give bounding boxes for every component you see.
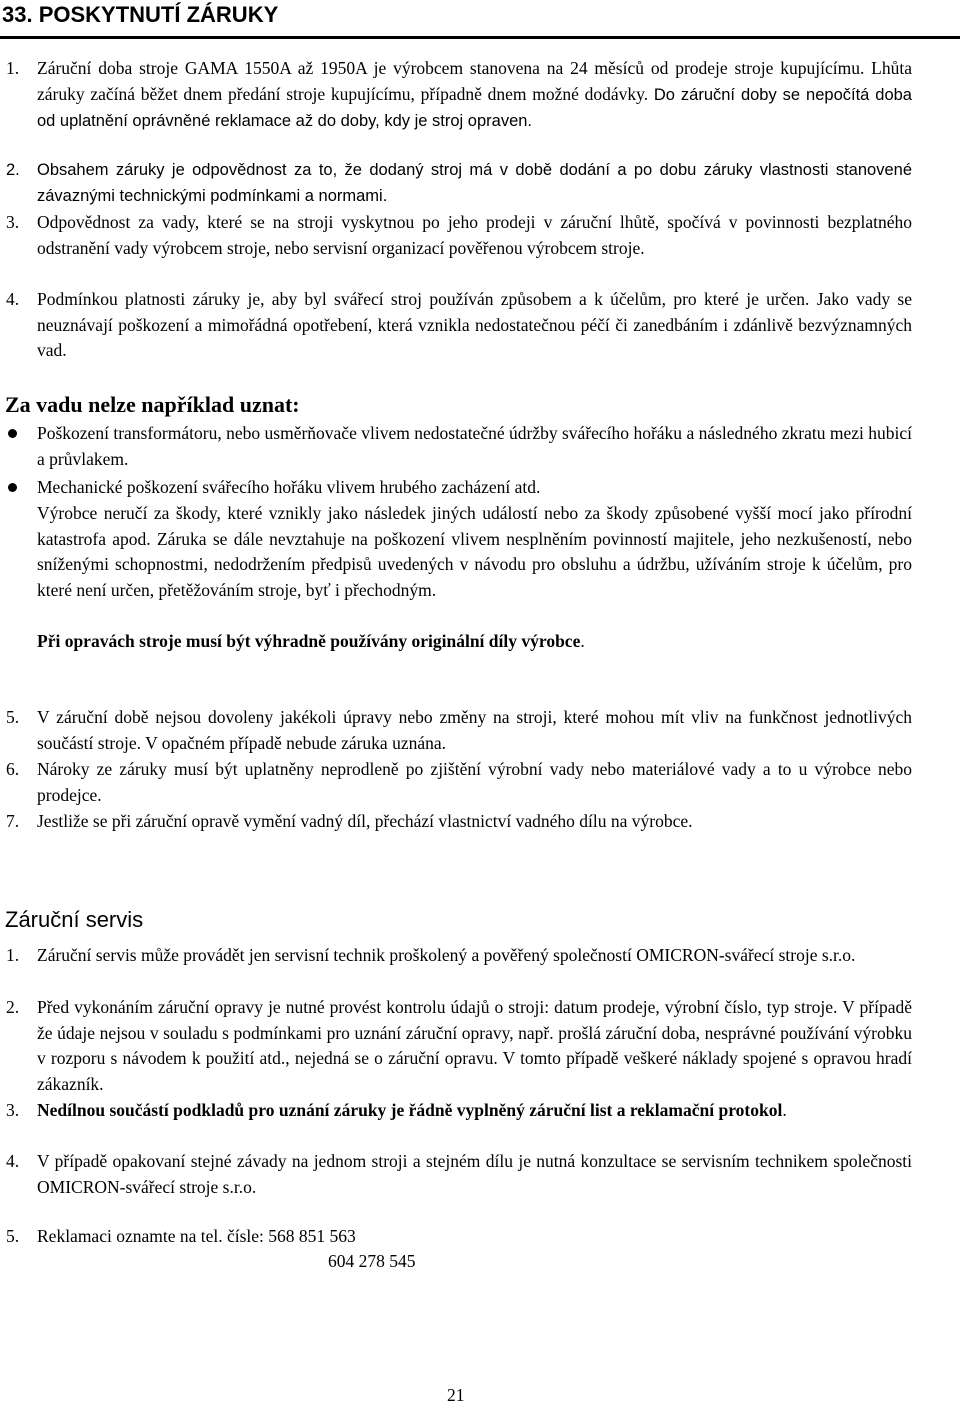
bullet-dot [8, 429, 17, 438]
item-text: Podmínkou platnosti záruky je, aby byl svářecí stroj používán způsobem a k účelům, pro které je určen. Jako vady se neuznávají poškození a mimořádná opotřebení, která vznikla nedostatečnou péčí či zanedbáním i zdánlivě bezvýznamných vad. [37, 289, 912, 361]
item-text: V záruční době nejsou dovoleny jakékoli úpravy nebo změny na stroji, které mohou mít vliv na funkčnost jednotlivých součástí stroje. V opačném případě nebude záruka uznána. [37, 707, 912, 753]
item-number: 7. [6, 811, 20, 831]
item-number: 1. [6, 945, 20, 965]
item-number: 6. [6, 759, 20, 779]
title-divider [0, 36, 960, 39]
service-heading: Záruční servis [5, 907, 144, 932]
item-number: 5. [6, 707, 20, 727]
item-text: Nedílnou součástí podkladů pro uznání záruky je řádně vyplněný záruční list a reklamační protokol. [37, 1100, 787, 1120]
item-number: 2. [6, 997, 20, 1017]
item-number: 3. [6, 1100, 20, 1120]
bullet-dot [8, 483, 17, 492]
item-number: 2. [6, 161, 20, 179]
defect-bullet-2: Mechanické poškození svářecího hořáku vlivem hrubého zacházení atd. [37, 477, 541, 497]
item-number: 5. [6, 1226, 20, 1246]
item-text: Reklamaci oznamte na tel. čísle: 568 851 563 [37, 1226, 356, 1246]
item-text: Před vykonáním záruční opravy je nutné provést kontrolu údajů o stroji: datum prodeje, výrobní číslo, typ stroje. V případě že údaje nejsou v souladu s podmínkami pro uznání záruční opravy, např. prošlá záruční doba, nesprávné používání výrobku v rozporu s návodem k použití atd., nejedná se o záruční opravu. V tomto případě veškeré náklady spojené s opravou hradí zákazník. [37, 997, 912, 1094]
original-parts-note: Při opravách stroje musí být výhradně používány originální díly výrobce. [37, 631, 585, 651]
item-text: Záruční servis může provádět jen servisní technik proškolený a pověřený společností OMICRON-svářecí stroje s.r.o. [37, 945, 856, 965]
item-text: Odpovědnost za vady, které se na stroji vyskytnou po jeho prodeji v záruční lhůtě, spočívá v povinnosti bezplatného odstranění vady výrobcem stroje, nebo servisní organizací pověřenou výrobcem stroje. [37, 212, 912, 258]
item-text: Záruční doba stroje GAMA 1550A až 1950A je výrobcem stanovena na 24 měsíců od prodeje stroje kupujícímu. Lhůta záruky začíná běžet dnem předání stroje kupujícímu, případně dnem možné dodávky. Do záruční doby se nepočítá doba od uplatnění oprávněné reklamace až do doby, kdy je stroj opraven. [37, 58, 912, 131]
item-number: 1. [6, 58, 20, 78]
defect-bullet-1: Poškození transformátoru, nebo usměrňovače vlivem nedostatečné údržby svářecího hořáku a následného zkratu mezi hubicí a průvlakem. [37, 423, 912, 469]
page-number: 21 [447, 1385, 465, 1405]
section-title: 33. POSKYTNUTÍ ZÁRUKY [2, 2, 279, 27]
second-phone-number: 604 278 545 [328, 1251, 416, 1271]
liability-paragraph: Výrobce neručí za škody, které vznikly jako následek jiných událostí nebo za škody způsobené vyšší mocí jako přírodní katastrofa apod. Záruka se dále nevztahuje na poškození vlivem nesplněním povinností majitele, jeho nezkušeností, nebo sníženými schopnostmi, nedodržením předpisů uvedených v návodu pro obsluhu a údržbu, užíváním stroje k účelům, pro které není určen, přetěžováním stroje, byť i přechodným. [37, 503, 912, 600]
item-text: Jestliže se při záruční opravě vymění vadný díl, přechází vlastnictví vadného dílu na výrobce. [37, 811, 693, 831]
item-text: Nároky ze záruky musí být uplatněny neprodleně po zjištění výrobní vady nebo materiálové vady a to u výrobce nebo prodejce. [37, 759, 912, 805]
defects-heading: Za vadu nelze například uznat: [5, 392, 300, 417]
item-number: 3. [6, 212, 20, 232]
item-text: Obsahem záruky je odpovědnost za to, že dodaný stroj má v době dodání a po dobu záruky vlastnosti stanovené závaznými technickými podmínkami a normami. [37, 161, 912, 205]
item-number: 4. [6, 1151, 20, 1171]
item-text: V případě opakovaní stejné závady na jednom stroji a stejném dílu je nutná konzultace se servisním technikem společnosti OMICRON-svářecí stroje s.r.o. [37, 1151, 912, 1197]
item-number: 4. [6, 289, 20, 309]
